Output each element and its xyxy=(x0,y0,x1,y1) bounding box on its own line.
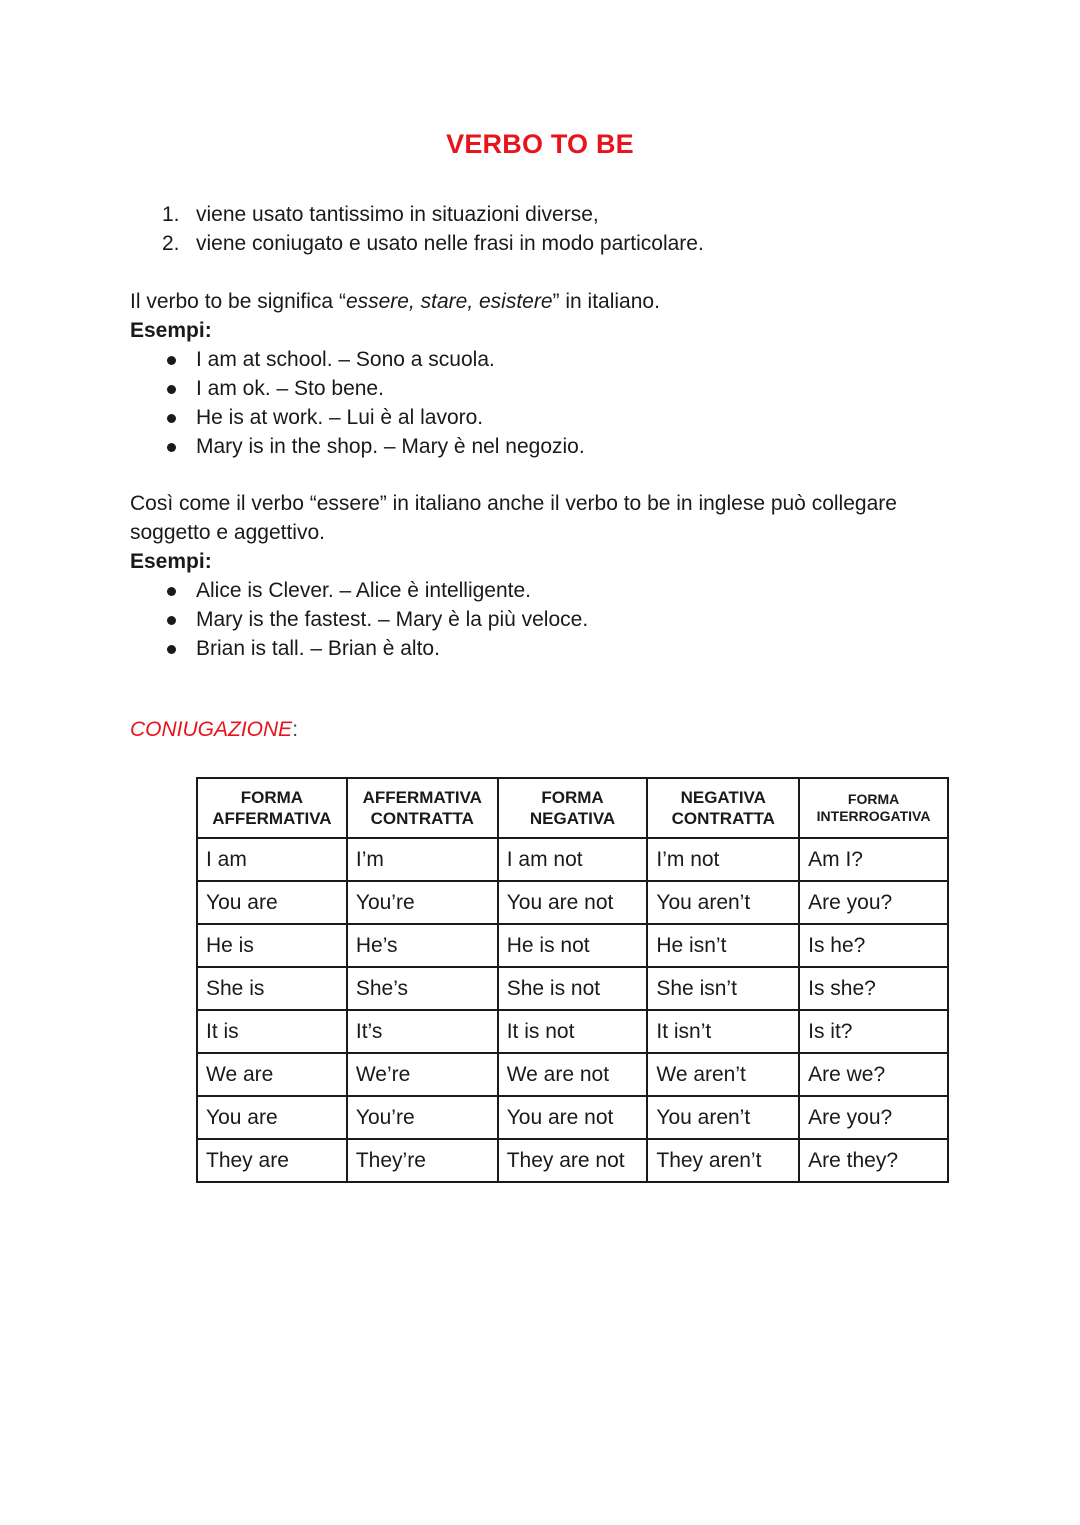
section-heading xyxy=(130,718,298,742)
table-cell: She is xyxy=(197,967,347,1010)
example-text: I am ok. – Sto bene. xyxy=(196,377,384,400)
table-row xyxy=(197,967,948,1010)
example-text: Mary is the fastest. – Mary è la più veloce. xyxy=(196,608,589,631)
table-cell: We are xyxy=(197,1053,347,1096)
section-heading-text: CONIUGAZIONE xyxy=(130,718,293,741)
adjective-paragraph: Così come il verbo “essere” in italiano anche il verbo to be in inglese può collegare soggetto e aggettivo. xyxy=(130,492,897,544)
example-text: I am at school. – Sono a scuola. xyxy=(196,348,495,371)
meaning-text: Il verbo to be significa “ xyxy=(130,290,346,313)
meaning-italic-text: essere, stare, esistere xyxy=(345,290,553,313)
table-cell: You aren’t xyxy=(647,881,799,924)
table-cell: She isn’t xyxy=(647,967,799,1010)
list-number: 2. xyxy=(162,232,180,255)
column-header: NEGATIVA CONTRATTA xyxy=(647,778,799,838)
examples-label: Esempi: xyxy=(130,319,212,342)
table-cell: I am xyxy=(197,838,347,881)
page-title: VERBO TO BE xyxy=(446,129,634,159)
table-row xyxy=(197,1139,948,1182)
list-item xyxy=(130,432,585,461)
list-item xyxy=(130,229,704,258)
table-cell: You are xyxy=(197,881,347,924)
table-cell: Is he? xyxy=(799,924,948,967)
list-number: 1. xyxy=(162,203,180,226)
list-item xyxy=(130,345,585,374)
table-cell: You’re xyxy=(347,1096,498,1139)
table-cell: They’re xyxy=(347,1139,498,1182)
table-cell: They aren’t xyxy=(647,1139,799,1182)
table-cell: He’s xyxy=(347,924,498,967)
table-cell: He is xyxy=(197,924,347,967)
table-cell: It isn’t xyxy=(647,1010,799,1053)
table-cell: Is she? xyxy=(799,967,948,1010)
column-header: FORMA AFFERMATIVA xyxy=(197,778,347,838)
example-text: Mary is in the shop. – Mary è nel negozio. xyxy=(196,435,585,458)
section-heading-colon: : xyxy=(292,718,299,741)
list-item xyxy=(130,605,588,634)
table-cell: Are they? xyxy=(799,1139,948,1182)
bullet-icon xyxy=(167,645,176,654)
bullet-icon xyxy=(167,356,176,365)
list-item xyxy=(130,403,585,432)
bullet-icon xyxy=(167,587,176,596)
table-header-row xyxy=(197,778,948,838)
list-item xyxy=(130,576,588,605)
table-cell: I am not xyxy=(498,838,648,881)
list-text: viene usato tantissimo in situazioni diverse, xyxy=(196,203,599,226)
table-cell: You aren’t xyxy=(647,1096,799,1139)
table-cell: It is xyxy=(197,1010,347,1053)
table-cell: Am I? xyxy=(799,838,948,881)
bullet-icon xyxy=(167,443,176,452)
list-text: viene coniugato e usato nelle frasi in modo particolare. xyxy=(196,232,704,255)
column-header: AFFERMATIVA CONTRATTA xyxy=(347,778,498,838)
table-cell: I’m not xyxy=(647,838,799,881)
conjugation-table xyxy=(196,777,949,1183)
table-cell: They are xyxy=(197,1139,347,1182)
examples-label: Esempi: xyxy=(130,550,212,573)
table-row xyxy=(197,1053,948,1096)
bullet-icon xyxy=(167,414,176,423)
table-cell: Are you? xyxy=(799,881,948,924)
table-cell: You are not xyxy=(498,881,648,924)
table-cell: It is not xyxy=(498,1010,648,1053)
bullet-icon xyxy=(167,385,176,394)
table-cell: It’s xyxy=(347,1010,498,1053)
meaning-text-end: ” in italiano. xyxy=(552,290,660,313)
bullet-icon xyxy=(167,616,176,625)
table-cell: You are xyxy=(197,1096,347,1139)
table-cell: You’re xyxy=(347,881,498,924)
table-cell: Are you? xyxy=(799,1096,948,1139)
table-cell: We’re xyxy=(347,1053,498,1096)
table-row xyxy=(197,1010,948,1053)
list-item xyxy=(130,374,585,403)
table-row xyxy=(197,1096,948,1139)
table-cell: Are we? xyxy=(799,1053,948,1096)
examples-list xyxy=(130,345,585,461)
table-cell: She’s xyxy=(347,967,498,1010)
intro-numbered-list xyxy=(130,200,704,258)
column-header: FORMA NEGATIVA xyxy=(498,778,648,838)
table-cell: He isn’t xyxy=(647,924,799,967)
table-cell: I’m xyxy=(347,838,498,881)
table-cell: We aren’t xyxy=(647,1053,799,1096)
column-header: FORMA INTERROGATIVA xyxy=(799,778,948,838)
table-cell: You are not xyxy=(498,1096,648,1139)
examples-list xyxy=(130,576,588,663)
table-cell: She is not xyxy=(498,967,648,1010)
list-item xyxy=(130,200,704,229)
table-cell: He is not xyxy=(498,924,648,967)
meaning-paragraph xyxy=(130,287,950,316)
example-text: He is at work. – Lui è al lavoro. xyxy=(196,406,484,429)
table-cell: They are not xyxy=(498,1139,648,1182)
table-row xyxy=(197,924,948,967)
example-text: Alice is Clever. – Alice è intelligente. xyxy=(196,579,532,602)
table-row xyxy=(197,838,948,881)
list-item xyxy=(130,634,588,663)
table-cell: Is it? xyxy=(799,1010,948,1053)
table-row xyxy=(197,881,948,924)
table-cell: We are not xyxy=(498,1053,648,1096)
example-text: Brian is tall. – Brian è alto. xyxy=(196,637,440,660)
